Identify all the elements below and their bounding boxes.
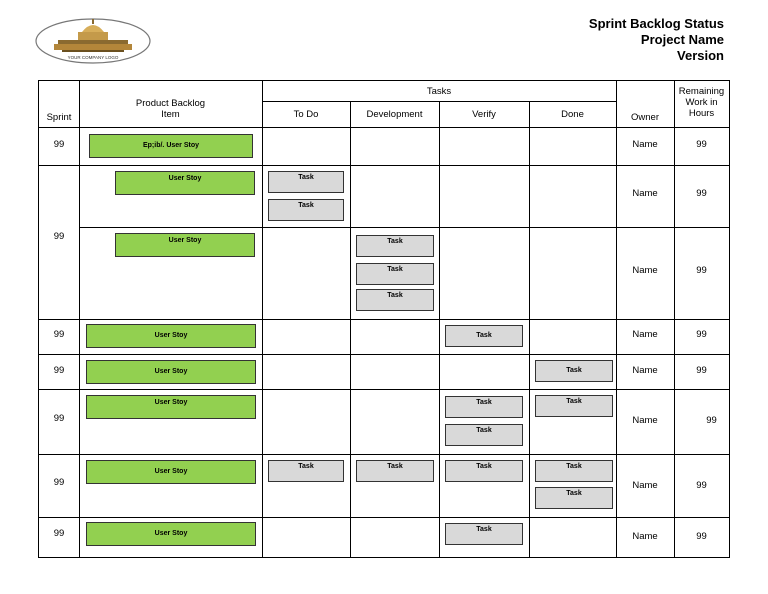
task-card: Task	[268, 199, 344, 221]
owner-cell: Name	[632, 265, 658, 276]
tasks-group: Tasks	[426, 86, 452, 97]
owner-cell: Name	[632, 188, 658, 199]
logo-text: YOUR COMPANY LOGO	[67, 55, 119, 60]
task-card: Task	[356, 263, 434, 285]
sprint-cell: 99	[53, 477, 65, 488]
owner-cell: Name	[632, 139, 658, 150]
owner-cell: Name	[632, 480, 658, 491]
hours-cell: 99	[696, 480, 707, 491]
task-card: Task	[535, 360, 613, 382]
task-card: Task	[445, 523, 523, 545]
col-item: Item	[161, 109, 180, 120]
sprint-cell: 99	[53, 365, 65, 376]
task-card: Task	[356, 289, 434, 311]
col-sprint: Sprint	[46, 112, 72, 123]
hours-cell: 99	[696, 531, 707, 542]
story-box: User Stoy	[86, 460, 256, 484]
task-card: Task	[535, 487, 613, 509]
hours-cell: 99	[696, 365, 707, 376]
hours-cell: 99	[696, 139, 707, 150]
title-block	[589, 16, 724, 64]
owner-cell: Name	[632, 531, 658, 542]
doc-title: Sprint Backlog Status	[588, 16, 724, 31]
sprint-cell: 99	[53, 413, 65, 424]
col-product-backlog: Product Backlog	[135, 98, 206, 109]
project-name: Project Name	[640, 32, 724, 47]
task-card: Task	[445, 396, 523, 418]
task-card: Task	[268, 171, 344, 193]
story-box: User Stoy	[86, 324, 256, 348]
version: Version	[677, 48, 724, 63]
task-card: Task	[535, 395, 613, 417]
col-hours: Hours	[688, 108, 715, 119]
sprint-cell: 99	[53, 528, 65, 539]
task-card: Task	[445, 325, 523, 347]
hours-cell: 99	[696, 329, 707, 340]
hours-cell: 99	[696, 188, 707, 199]
owner-cell: Name	[632, 365, 658, 376]
hours-cell: 99	[706, 415, 717, 426]
story-box: User Stoy	[86, 395, 256, 419]
story-box: User Stoy	[86, 522, 256, 546]
sprint-cell: 99	[53, 329, 65, 340]
sprint-backlog-table	[38, 80, 730, 558]
task-card: Task	[445, 460, 523, 482]
task-card: Task	[535, 460, 613, 482]
col-work-in: Work in	[685, 97, 718, 108]
sprint-cell: 99	[53, 231, 65, 242]
col-to-do: To Do	[293, 109, 319, 120]
col-verify: Verify	[472, 109, 496, 120]
story-box: User Stoy	[86, 360, 256, 384]
owner-cell: Name	[632, 329, 658, 340]
company-logo	[34, 16, 152, 66]
col-done: Done	[561, 109, 584, 120]
col-owner: Owner	[631, 112, 659, 123]
task-card: Task	[268, 460, 344, 482]
story-box: User Stoy	[115, 233, 255, 257]
hours-cell: 99	[696, 265, 707, 276]
owner-cell: Name	[632, 415, 658, 426]
story-box: User Stoy	[115, 171, 255, 195]
story-box: Ep;ib/. User Stoy	[89, 134, 253, 158]
col-development: Development	[366, 109, 423, 120]
task-card: Task	[445, 424, 523, 446]
task-card: Task	[356, 235, 434, 257]
task-card: Task	[356, 460, 434, 482]
sprint-cell: 99	[53, 139, 65, 150]
col-remaining: Remaining	[678, 86, 725, 97]
